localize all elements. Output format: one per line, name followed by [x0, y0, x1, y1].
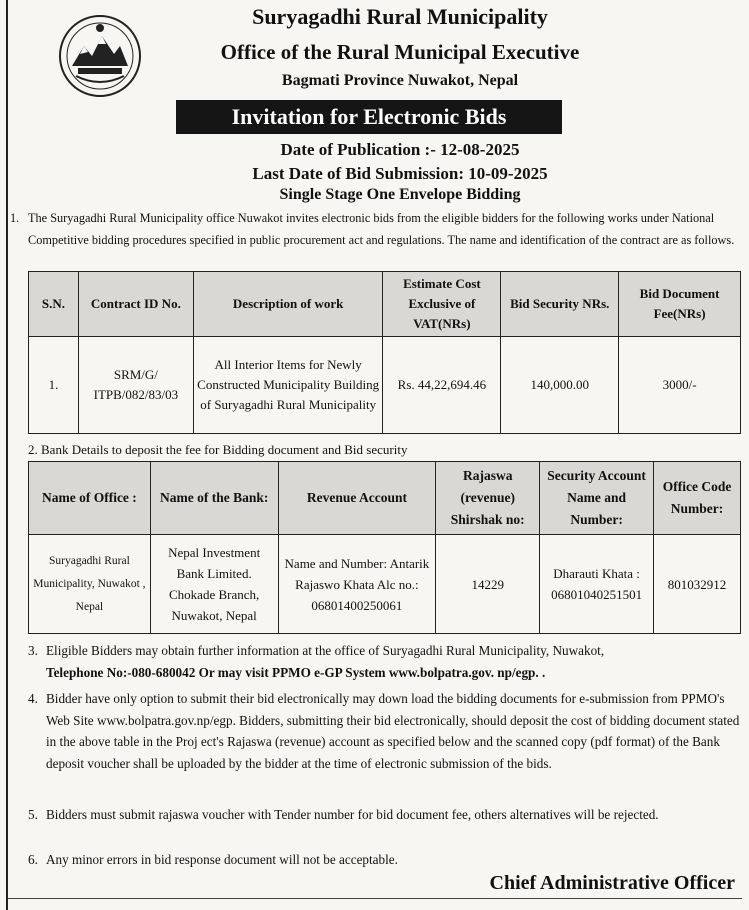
contract-table — [28, 271, 741, 434]
item-6-text: Any minor errors in bid response document will not be acceptable. — [46, 852, 398, 867]
bank-details-table — [28, 461, 741, 634]
header-office-code: Office Code Number: — [654, 462, 741, 535]
left-border — [6, 0, 8, 910]
header-security-account: Security Account Name and Number: — [540, 462, 654, 535]
bottom-rule — [8, 898, 742, 899]
paragraph-1-number: 1. — [10, 211, 20, 225]
publication-date: Date of Publication :- 12-08-2025 — [280, 140, 520, 159]
last-submission-date: Last Date of Bid Submission: 10-09-2025 — [252, 164, 548, 183]
header-sn: S.N. — [29, 272, 79, 337]
item-6-number: 6. — [28, 852, 38, 867]
table-row — [29, 337, 741, 434]
header-bank-name: Name of the Bank: — [150, 462, 278, 535]
cell-rajaswa: 14229 — [436, 535, 540, 634]
item-3-text: Eligible Bidders may obtain further information at the office of Suryagadhi Rural Municipality, Nuwakot, — [46, 643, 605, 658]
bidding-stage: Single Stage One Envelope Bidding — [279, 186, 521, 203]
header-estimate-cost: Estimate Cost Exclusive of VAT(NRs) — [383, 272, 501, 337]
office-title: Office of the Rural Municipal Executive — [220, 40, 580, 64]
header-contract-id: Contract ID No. — [78, 272, 193, 337]
municipality-emblem-icon — [58, 14, 142, 98]
cell-security-account: Dharauti Khata : 06801040251501 — [540, 535, 654, 634]
signatory-title: Chief Administrative Officer — [489, 872, 735, 894]
item-4 — [28, 688, 740, 774]
item-4-number: 4. — [28, 691, 38, 706]
header-revenue-account: Revenue Account — [278, 462, 436, 535]
bank-table-header — [29, 462, 741, 535]
notice-banner: Invitation for Electronic Bids — [176, 100, 562, 134]
cell-bid-security: 140,000.00 — [501, 337, 619, 434]
item-4-text: Bidder have only option to submit their bid electronically may down load the bidding documents for e-submission from PPMO's Web Site www.bolpatra.gov.np/egp. Bidders, submitting their bid electronically, should deposit the cost of bidding document stated in the above table in the Proj ect's Rajaswa (revenue) account as specified below and the scanned copy (pdf format) of the Bank deposit voucher shall be uploaded by the bidder at the time of electronic submission of the bids. — [46, 691, 740, 771]
cell-bank-name: Nepal Investment Bank Limited. Chokade Branch, Nuwakot, Nepal — [150, 535, 278, 634]
item-5 — [28, 804, 740, 826]
header-rajaswa: Rajaswa (revenue) Shirshak no: — [436, 462, 540, 535]
cell-document-fee: 3000/- — [619, 337, 741, 434]
header-description: Description of work — [193, 272, 383, 337]
cell-estimate-cost: Rs. 44,22,694.46 — [383, 337, 501, 434]
header-document-fee: Bid Document Fee(NRs) — [619, 272, 741, 337]
cell-revenue-account: Name and Number: Antarik Rajaswo Khata Alc no.: 06801400250061 — [278, 535, 436, 634]
cell-sn: 1. — [29, 337, 79, 434]
item-6 — [28, 849, 740, 871]
paragraph-1-text: The Suryagadhi Rural Municipality office Nuwakot invites electronic bids from the eligible bidders for the following works under National Competitive bidding procedures specified in public procurement act and regulations. The name and identification of the contract are as follows. — [28, 211, 735, 247]
cell-contract-id: SRM/G/ ITPB/082/83/03 — [78, 337, 193, 434]
location: Bagmati Province Nuwakot, Nepal — [281, 72, 519, 89]
item-5-text: Bidders must submit rajaswa voucher with Tender number for bid document fee, others alternatives will be rejected. — [46, 807, 659, 822]
header-bid-security: Bid Security NRs. — [501, 272, 619, 337]
item-5-number: 5. — [28, 807, 38, 822]
item-3 — [28, 640, 740, 683]
table-row — [29, 535, 741, 634]
cell-office-code: 801032912 — [654, 535, 741, 634]
paragraph-1 — [10, 207, 742, 251]
item-3-number: 3. — [28, 643, 38, 658]
cell-office-name: Suryagadhi Rural Municipality, Nuwakot , Nepal — [29, 535, 151, 634]
contract-table-header — [29, 272, 741, 337]
cell-description: All Interior Items for Newly Constructed Municipality Building of Suryagadhi Rural Municipality — [193, 337, 383, 434]
item-3-contact: Telephone No:-080-680042 Or may visit PPMO e-GP System www.bolpatra.gov. np/egp. . — [46, 664, 546, 680]
org-title: Suryagadhi Rural Municipality — [252, 4, 548, 29]
header-office-name: Name of Office : — [29, 462, 151, 535]
section-2-heading: 2. Bank Details to deposit the fee for Bidding document and Bid security — [28, 442, 408, 457]
